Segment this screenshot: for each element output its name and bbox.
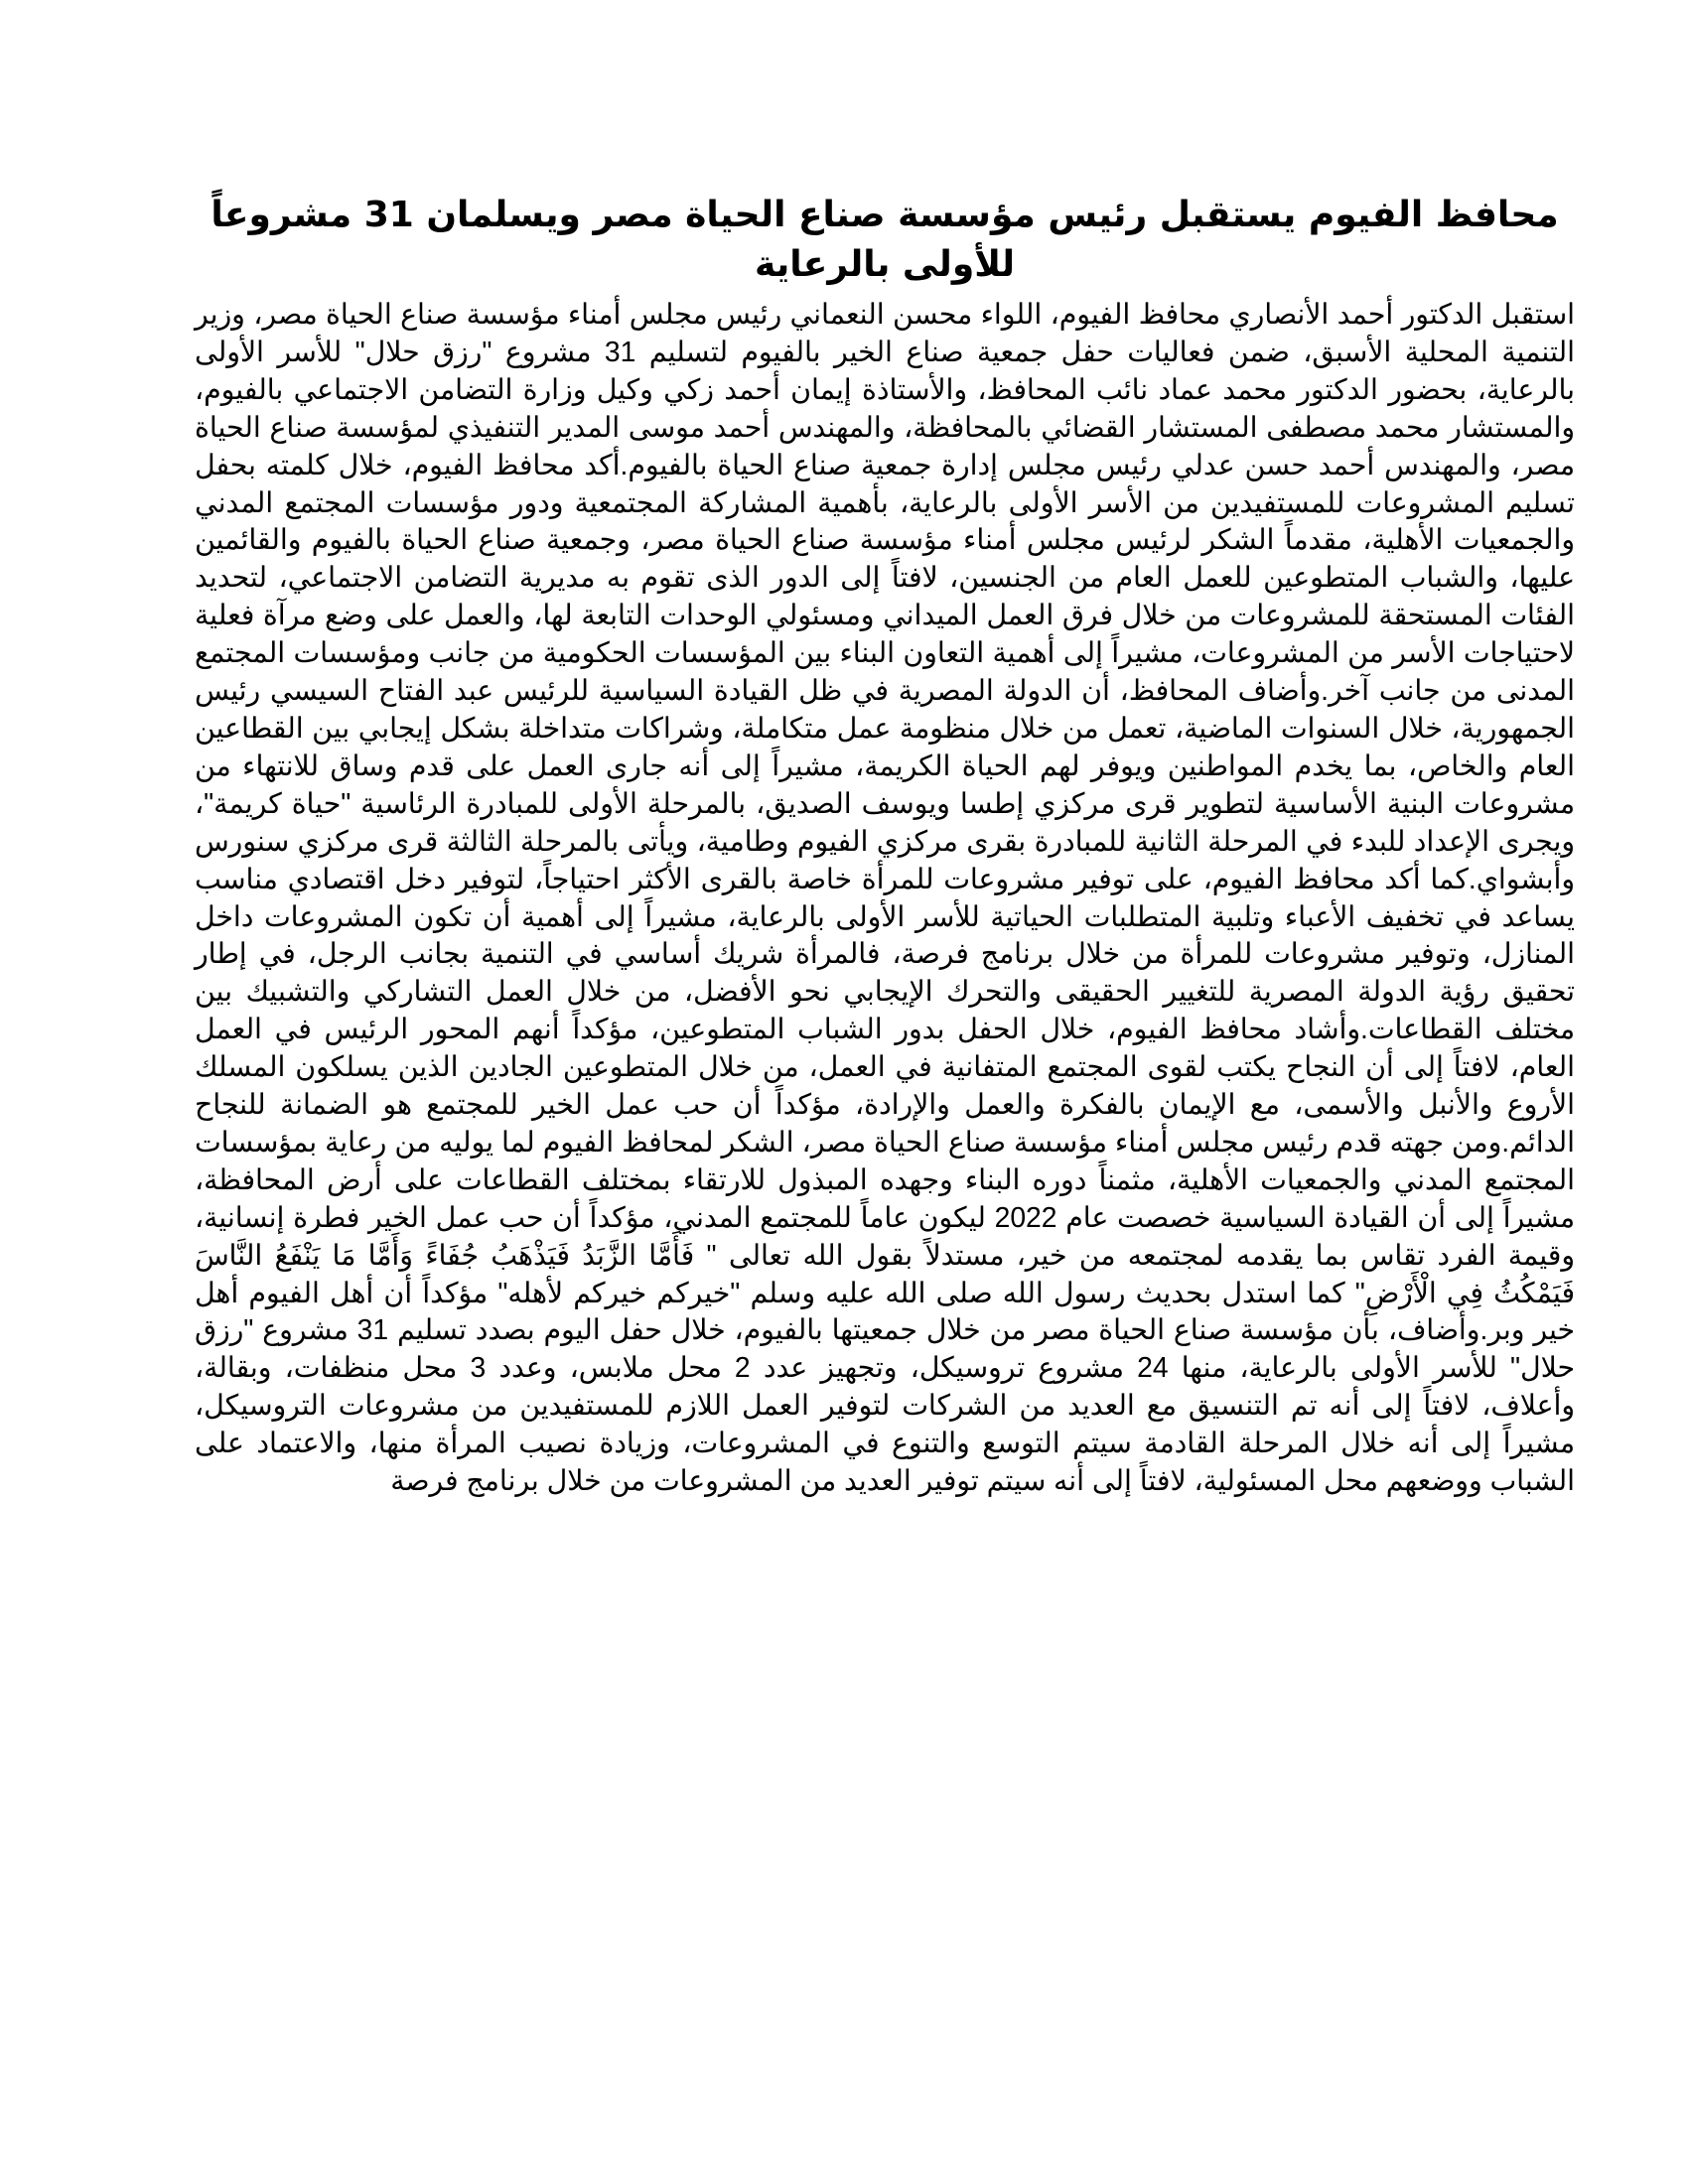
article-title: محافظ الفيوم يستقبل رئيس مؤسسة صناع الحياة مصر ويسلمان 31 مشروعاً للأولى بالرعاية	[211, 195, 1559, 285]
document-page	[195, 191, 1575, 1500]
article-body: استقبل الدكتور أحمد الأنصاري محافظ الفيوم، اللواء محسن النعماني رئيس مجلس أمناء مؤسسة صناع الحياة مصر، وزير التنمية المحلية الأسبق، ضمن فعاليات حفل جمعية صناع الخير بالفيوم لتسليم 31 مشروع "رزق حلال" للأسر الأولى بالرعاية، بحضور الدكتور محمد عماد نائب المحافظ، والأستاذة إيمان أحمد زكي وكيل وزارة التضامن الاجتماعي بالفيوم، والمستشار محمد مصطفى المستشار القضائي بالمحافظة، والمهندس أحمد موسى المدير التنفيذي لمؤسسة صناع الحياة مصر، والمهندس أحمد حسن عدلي رئيس مجلس إدارة جمعية صناع الحياة بالفيوم.أكد محافظ الفيوم، خلال كلمته بحفل تسليم المشروعات للمستفيدين من الأسر الأولى بالرعاية، بأهمية المشاركة المجتمعية ودور مؤسسات المجتمع المدني والجمعيات الأهلية، مقدماً الشكر لرئيس مجلس أمناء مؤسسة صناع الحياة مصر، وجمعية صناع الحياة بالفيوم والقائمين عليها، والشباب المتطوعين للعمل العام من الجنسين، لافتاً إلى الدور الذى تقوم به مديرية التضامن الاجتماعي، لتحديد الفئات المستحقة للمشروعات من خلال فرق العمل الميداني ومسئولي الوحدات التابعة لها، والعمل على وضع مرآة فعلية لاحتياجات الأسر من المشروعات، مشيراً إلى أهمية التعاون البناء بين المؤسسات الحكومية من جانب ومؤسسات المجتمع المدنى من جانب آخر.وأضاف المحافظ، أن الدولة المصرية في ظل القيادة السياسية للرئيس عبد الفتاح السيسي رئيس الجمهورية، خلال السنوات الماضية، تعمل من خلال منظومة عمل متكاملة، وشراكات متداخلة بشكل إيجابي بين القطاعين العام والخاص، بما يخدم المواطنين ويوفر لهم الحياة الكريمة، مشيراً إلى أنه جارى العمل على قدم وساق للانتهاء من مشروعات البنية الأساسية لتطوير قرى مركزي إطسا ويوسف الصديق، بالمرحلة الأولى للمبادرة الرئاسية "حياة كريمة"، ويجرى الإعداد للبدء في المرحلة الثانية للمبادرة بقرى مركزي الفيوم وطامية، ويأتى بالمرحلة الثالثة قرى مركزي سنورس وأبشواي.كما أكد محافظ الفيوم، على توفير مشروعات للمرأة خاصة بالقرى الأكثر احتياجاً، لتوفير دخل اقتصادي مناسب يساعد في تخفيف الأعباء وتلبية المتطلبات الحياتية للأسر الأولى بالرعاية، مشيراً إلى أهمية أن تكون المشروعات داخل المنازل، وتوفير مشروعات للمرأة من خلال برنامج فرصة، فالمرأة شريك أساسي في التنمية بجانب الرجل، في إطار تحقيق رؤية الدولة المصرية للتغيير الحقيقى والتحرك الإيجابي نحو الأفضل، من خلال العمل التشاركي والتشبيك بين مختلف القطاعات.وأشاد محافظ الفيوم، خلال الحفل بدور الشباب المتطوعين، مؤكداً أنهم المحور الرئيس في العمل العام، لافتاً إلى أن النجاح يكتب لقوى المجتمع المتفانية في العمل، من خلال المتطوعين الجادين الذين يسلكون المسلك الأروع والأنبل والأسمى، مع الإيمان بالفكرة والعمل والإرادة، مؤكداً أن حب عمل الخير للمجتمع هو الضمانة للنجاح الدائم.ومن جهته قدم رئيس مجلس أمناء مؤسسة صناع الحياة مصر، الشكر لمحافظ الفيوم لما يوليه من رعاية بمؤسسات المجتمع المدني والجمعيات الأهلية، مثمناً دوره البناء وجهده المبذول للارتقاء بمختلف القطاعات على أرض المحافظة، مشيراً إلى أن القيادة السياسية خصصت عام 2022 ليكون عاماً للمجتمع المدني، مؤكداً أن حب عمل الخير فطرة إنسانية، وقيمة الفرد تقاس بما يقدمه لمجتمعه من خير، مستدلاً بقول الله تعالى " فَأَمَّا الزَّبَدُ فَيَذْهَبُ جُفَاءً وَأَمَّا مَا يَنْفَعُ النَّاسَ فَيَمْكُثُ فِي الْأَرْضِ" كما استدل بحديث رسول الله صلى الله عليه وسلم "خيركم خيركم لأهله" مؤكداً أن أهل الفيوم أهل خير وبر.وأضاف، بأن مؤسسة صناع الحياة مصر من خلال جمعيتها بالفيوم، خلال حفل اليوم بصدد تسليم 31 مشروع "رزق حلال" للأسر الأولى بالرعاية، منها 24 مشروع تروسيكل، وتجهيز عدد 2 محل ملابس، وعدد 3 محل منظفات، وبقالة، وأعلاف، لافتاً إلى أنه تم التنسيق مع العديد من الشركات لتوفير العمل اللازم للمستفيدين من مشروعات التروسيكل، مشيراً إلى أنه خلال المرحلة القادمة سيتم التوسع والتنوع في المشروعات، وزيادة نصيب المرأة منها، والاعتماد على الشباب ووضعهم محل المسئولية، لافتاً إلى أنه سيتم توفير العديد من المشروعات من خلال برنامج فرصة	[195, 298, 1575, 1497]
